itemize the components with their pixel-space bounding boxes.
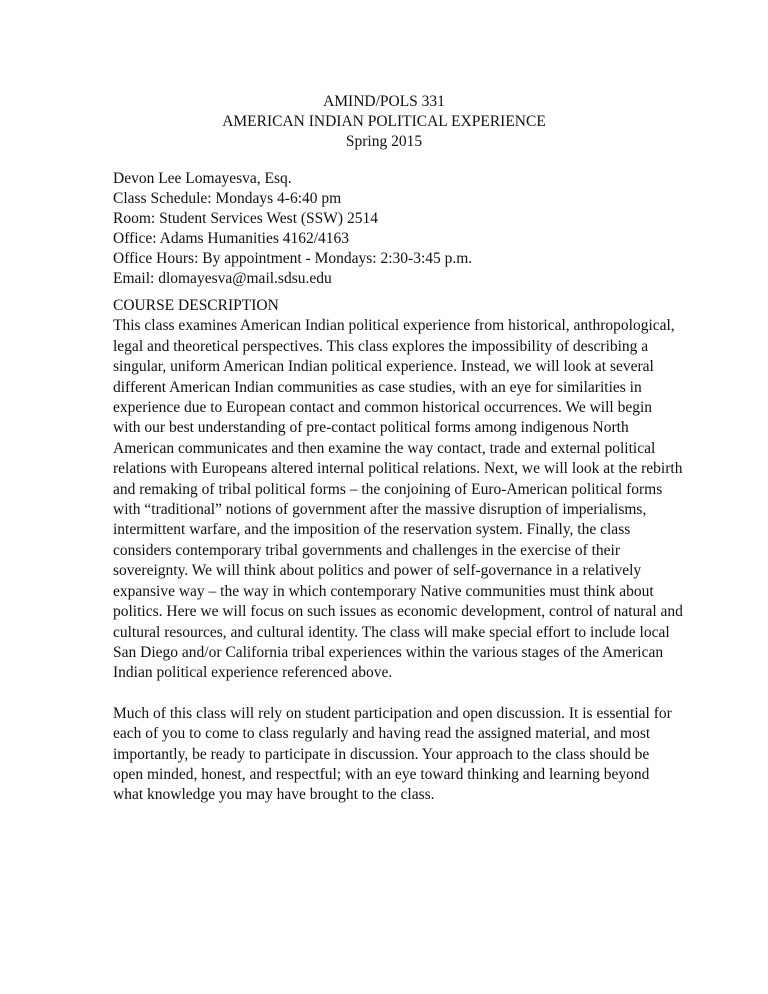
course-code: AMIND/POLS 331 bbox=[323, 93, 445, 110]
class-schedule: Class Schedule: Mondays 4-6:40 pm bbox=[113, 190, 342, 207]
course-title: AMERICAN INDIAN POLITICAL EXPERIENCE bbox=[222, 113, 546, 130]
description-paragraph-1: This class examines American Indian political experience from historical, anthropological, legal and theoretical perspectives. This class explores the impossibility of describing a singular, uniform American Indian political experience. Instead, we will look at several different American Indian communities as case studies, with an eye for similarities in experience due to European contact and common historical occurrences. We will begin with our best understanding of pre-contact political forms among indigenous North American communicates and then examine the way contact, trade and external political relations with Europeans altered internal political relations. Next, we will look at the rebirth and remaking of tribal political forms – the conjoining of Euro-American political forms with “traditional” notions of government after the massive disruption of imperialisms, intermittent warfare, and the imposition of the reservation system. Finally, the class considers contemporary tribal governments and challenges in the exercise of their sovereignty. We will think about politics and power of self-governance in a relatively expansive way – the way in which contemporary Native communities must think about politics. Here we will focus on such issues as economic development, control of natural and cultural resources, and cultural identity. The class will make special effort to include local San Diego and/or California tribal experiences within the various stages of the American Indian political experience referenced above. bbox=[113, 317, 683, 682]
description-paragraph-2: Much of this class will rely on student participation and open discussion. It is essential for each of you to come to class regularly and having read the assigned material, and most importantly, be ready to participate in discussion. Your approach to the class should be open minded, honest, and respectful; with an eye toward thinking and learning beyond what knowledge you may have brought to the class. bbox=[113, 704, 672, 804]
section-heading: COURSE DESCRIPTION bbox=[113, 297, 279, 314]
office-hours: Office Hours: By appointment - Mondays: 2:30-3:45 p.m. bbox=[113, 250, 473, 267]
instructor-name: Devon Lee Lomayesva, Esq. bbox=[113, 170, 292, 187]
course-header bbox=[0, 92, 768, 152]
course-term: Spring 2015 bbox=[345, 133, 423, 150]
office-location: Office: Adams Humanities 4162/4163 bbox=[113, 230, 350, 247]
course-description-section bbox=[113, 296, 683, 806]
course-info bbox=[113, 169, 713, 289]
instructor-email: Email: dlomayesva@mail.sdsu.edu bbox=[113, 270, 332, 287]
paragraph-spacer bbox=[113, 684, 683, 704]
class-room: Room: Student Services West (SSW) 2514 bbox=[113, 210, 378, 227]
